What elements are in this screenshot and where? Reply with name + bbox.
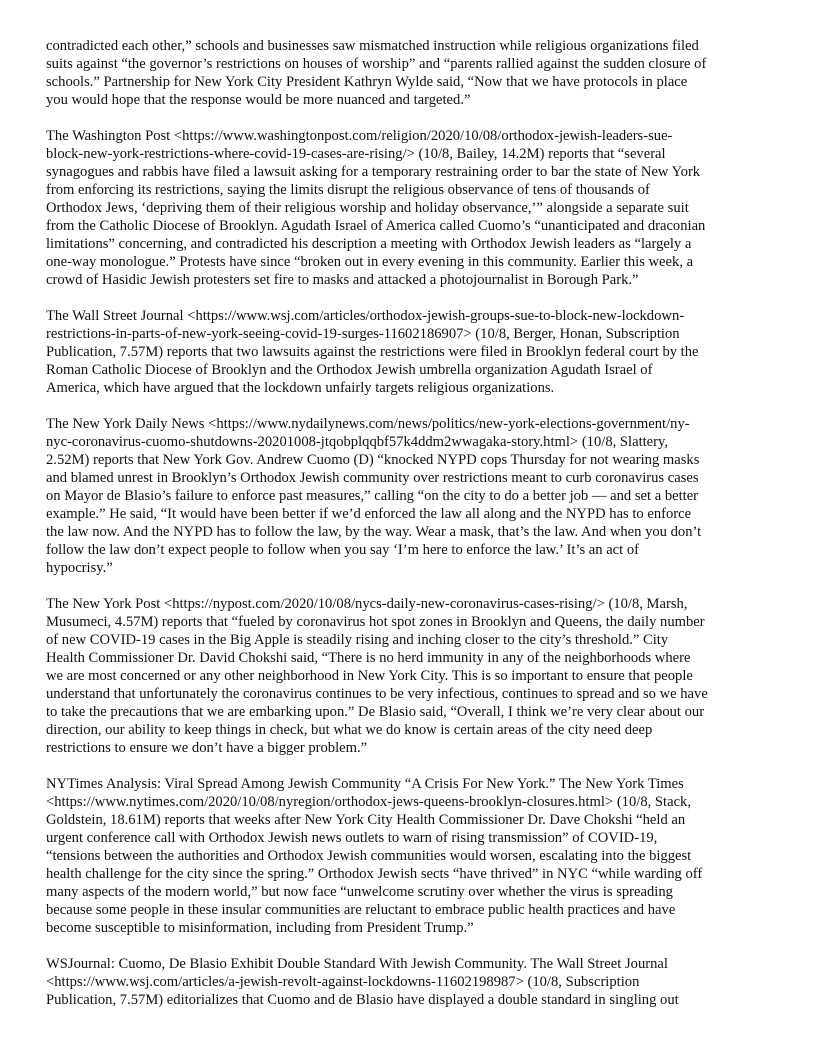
text-line: direction, our ability to keep things in check, but what we do know is certain areas of the city need deep (46, 722, 653, 738)
text-line: the law now. And the NYPD has to follow the law, by the way. Wear a mask, that’s the law. And when you don’t (46, 524, 702, 540)
paragraph-nytimes-analysis (46, 775, 776, 937)
text-line: The New York Daily News <https://www.nydailynews.com/news/politics/new-york-elections-government/ny- (46, 416, 690, 432)
text-line: from the Catholic Diocese of Brooklyn. Agudath Israel of America called Cuomo’s “unanticipated and draconian (46, 218, 706, 234)
text-line: you would hope that the response would be more nuanced and targeted.” (46, 92, 471, 108)
text-line: block-new-york-restrictions-where-covid-19-cases-are-rising/> (10/8, Bailey, 14.2M) reports that “several (46, 146, 666, 162)
text-line: hypocrisy.” (46, 560, 113, 576)
text-line: The Washington Post <https://www.washingtonpost.com/religion/2020/10/08/orthodox-jewish-leaders-sue- (46, 128, 673, 144)
text-line: <https://www.nytimes.com/2020/10/08/nyregion/orthodox-jews-queens-brooklyn-closures.html> (10/8, Stack, (46, 794, 691, 810)
document-page (46, 37, 776, 1009)
text-line: Musumeci, 4.57M) reports that “fueled by coronavirus hot spot zones in Brooklyn and Queens, the daily number (46, 614, 705, 630)
text-line: and blamed unrest in Brooklyn’s Orthodox Jewish community over restrictions meant to curb coronavirus cases (46, 470, 699, 486)
paragraph-school-closures (46, 37, 776, 109)
text-line: America, which have argued that the lockdown unfairly targets religious organizations. (46, 380, 555, 396)
paragraph-ny-daily-news (46, 415, 776, 577)
text-line: Publication, 7.57M) reports that two lawsuits against the restrictions were filed in Brooklyn federal court by the (46, 344, 699, 360)
text-line: become susceptible to misinformation, including from President Trump.” (46, 920, 474, 936)
text-line: follow the law don’t expect people to follow when you say ‘I’m here to enforce the law.’ It’s an act of (46, 542, 640, 558)
text-line: WSJournal: Cuomo, De Blasio Exhibit Double Standard With Jewish Community. The Wall Street Journal (46, 956, 668, 972)
text-line: synagogues and rabbis have filed a lawsuit asking for a temporary restraining order to bar the state of New York (46, 164, 701, 180)
text-line: one-way monologue.” Protests have since “broken out in every evening in this community. Earlier this week, a (46, 254, 694, 270)
text-line: Roman Catholic Diocese of Brooklyn and the Orthodox Jewish umbrella organization Agudath Israel of (46, 362, 653, 378)
text-line: because some people in these insular communities are reluctant to embrace public health practices and have (46, 902, 676, 918)
text-line: on Mayor de Blasio’s failure to enforce past measures,” calling “on the city to do a better job — and set a better (46, 488, 699, 504)
text-line: suits against “the governor’s restrictions on houses of worship” and “parents rallied against the sudden closure of (46, 56, 707, 72)
paragraph-wsjournal-editorial (46, 955, 776, 1009)
text-line: to take the precautions that we are embarking upon.” De Blasio said, “Overall, I think we’re very clear about our (46, 704, 705, 720)
text-line: NYTimes Analysis: Viral Spread Among Jewish Community “A Crisis For New York.” The New York Times (46, 776, 684, 792)
text-line: “tensions between the authorities and Orthodox Jewish communities would worsen, escalating into the biggest (46, 848, 692, 864)
paragraph-washington-post (46, 127, 776, 289)
text-line: many aspects of the modern world,” but now face “unwelcome scrutiny over whether the virus is spreading (46, 884, 673, 900)
text-line: The Wall Street Journal <https://www.wsj.com/articles/orthodox-jewish-groups-sue-to-block-new-lockdown- (46, 308, 685, 324)
text-line: from enforcing its restrictions, saying the limits disrupt the religious observance of tens of thousands of (46, 182, 650, 198)
text-line: The New York Post <https://nypost.com/2020/10/08/nycs-daily-new-coronavirus-cases-rising/> (10/8, Marsh, (46, 596, 688, 612)
text-line: crowd of Hasidic Jewish protesters set fire to masks and attacked a photojournalist in Borough Park.” (46, 272, 639, 288)
paragraph-ny-post (46, 595, 776, 757)
text-line: example.” He said, “It would have been better if we’d enforced the law all along and the NYPD has to enforce (46, 506, 692, 522)
text-line: we are most concerned or any other neighborhood in New York City. This is so important to ensure that people (46, 668, 693, 684)
text-line: Goldstein, 18.61M) reports that weeks after New York City Health Commissioner Dr. Dave Chokshi “held an (46, 812, 686, 828)
text-line: health challenge for the city since the spring.” Orthodox Jewish sects “have thrived” in NYC “while warding off (46, 866, 703, 882)
text-line: contradicted each other,” schools and businesses saw mismatched instruction while religious organizations filed (46, 38, 699, 54)
paragraph-wall-street-journal (46, 307, 776, 397)
text-line: Orthodox Jews, ‘depriving them of their religious worship and holiday observance,’” alongside a separate suit (46, 200, 689, 216)
text-line: limitations” concerning, and contradicted his description a meeting with Orthodox Jewish leaders as “largely a (46, 236, 692, 252)
text-line: restrictions to ensure we don’t have a bigger problem.” (46, 740, 368, 756)
text-line: <https://www.wsj.com/articles/a-jewish-revolt-against-lockdowns-11602198987> (10/8, Subscription (46, 974, 640, 990)
text-line: Publication, 7.57M) editorializes that Cuomo and de Blasio have displayed a double standard in singling out (46, 992, 679, 1008)
text-line: nyc-coronavirus-cuomo-shutdowns-20201008-jtqobplqqbf57k4ddm2wwagaka-story.html> (10/8, Slattery, (46, 434, 669, 450)
text-line: 2.52M) reports that New York Gov. Andrew Cuomo (D) “knocked NYPD cops Thursday for not wearing masks (46, 452, 700, 468)
text-line: restrictions-in-parts-of-new-york-seeing-covid-19-surges-11602186907> (10/8, Berger, Honan, Subscription (46, 326, 680, 342)
text-line: urgent conference call with Orthodox Jewish news outlets to warn of rising transmission” of COVID-19, (46, 830, 658, 846)
text-line: of new COVID-19 cases in the Big Apple is steadily rising and inching closer to the city’s threshold.” City (46, 632, 669, 648)
text-line: Health Commissioner Dr. David Chokshi said, “There is no herd immunity in any of the neighborhoods where (46, 650, 691, 666)
text-line: schools.” Partnership for New York City President Kathryn Wylde said, “Now that we have protocols in place (46, 74, 688, 90)
text-line: understand that unfortunately the coronavirus continues to be very infectious, continues to spread and so we have (46, 686, 708, 702)
